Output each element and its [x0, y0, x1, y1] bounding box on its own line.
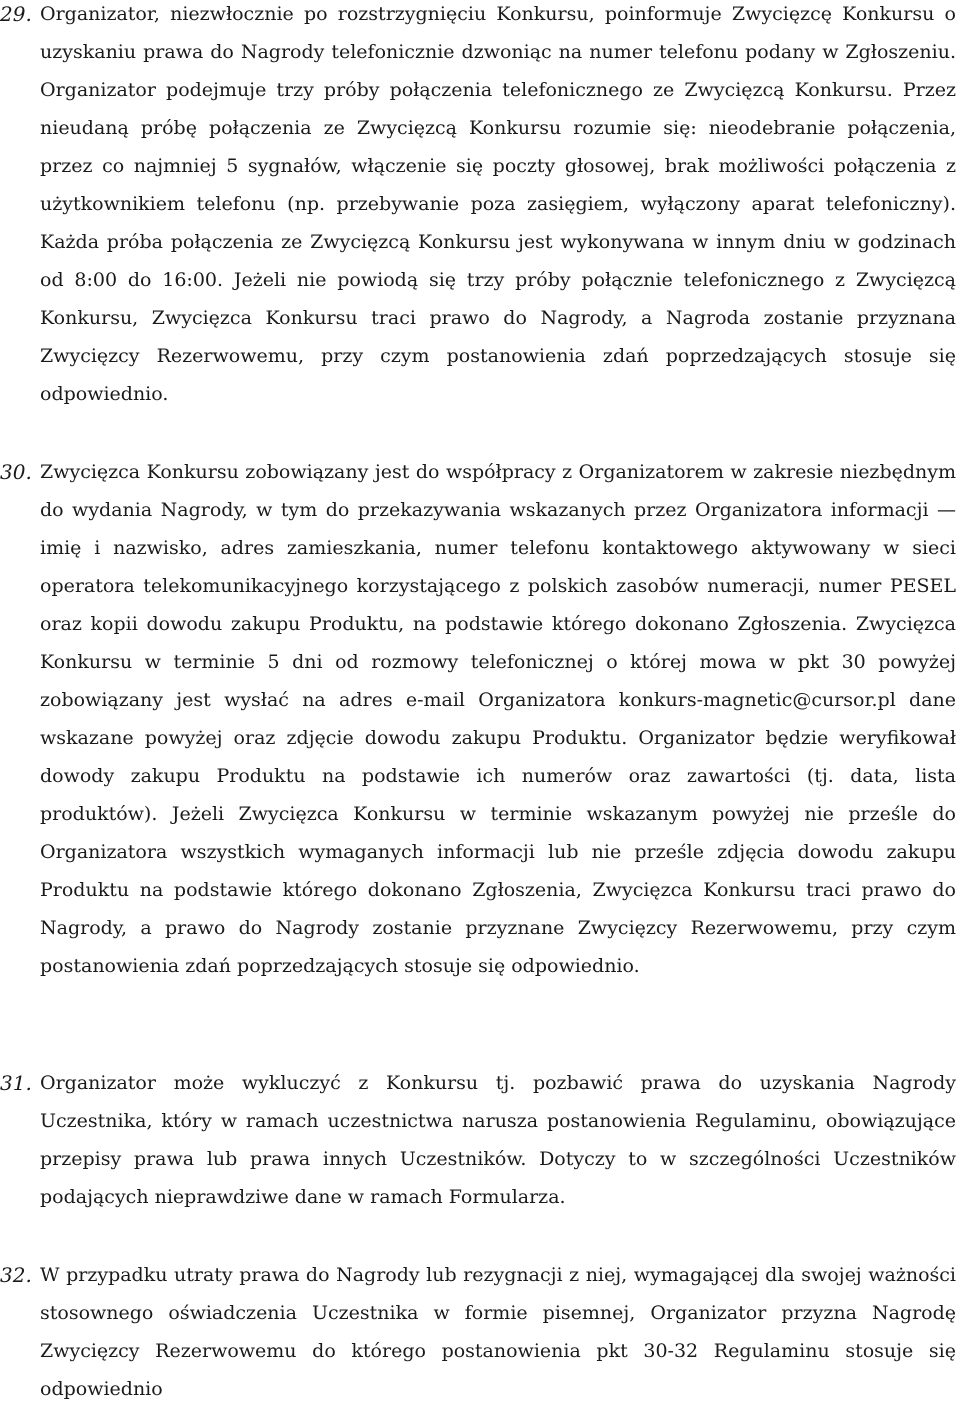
clause-text: Organizator może wykluczyć z Konkursu tj. pozbawić prawa do uzyskania Nagrody Uczestnika, który w ramach uczestnictwa narusza postanowienia Regulaminu, obowiązujące przepisy prawa lub prawa innych Uczestników. Dotyczy to w szczególności Uczestników podających nieprawdziwe dane w ramach Formularza.	[40, 1072, 956, 1208]
clause-number: 32.	[0, 1263, 32, 1287]
clause-number: 29.	[0, 2, 32, 26]
clause-text: Zwycięzca Konkursu zobowiązany jest do współpracy z Organizatorem w zakresie niezbędnym do wydania Nagrody, w tym do przekazywania wskazanych przez Organizatora informacji — imię i nazwisko, adres zamieszkania, numer telefonu kontaktowego aktywowany w sieci operatora telekomunikacyjnego korzystającego z polskich zasobów numeracji, numer PESEL oraz kopii dowodu zakupu Produktu, na podstawie którego dokonano Zgłoszenia. Zwycięzca Konkursu w terminie 5 dni od rozmowy telefonicznej o której mowa w pkt 30 powyżej zobowiązany jest wysłać na adres e-mail Organizatora konkurs-magnetic@cursor.pl dane wskazane powyżej oraz zdjęcie dowodu zakupu Produktu. Organizator będzie weryfikował dowody zakupu Produktu na podstawie ich numerów oraz zawartości (tj. data, lista produktów). Jeżeli Zwycięzca Konkursu w terminie wskazanym powyżej nie prześle do Organizatora wszystkich wymaganych informacji lub nie prześle zdjęcia dowodu zakupu Produktu na podstawie którego dokonano Zgłoszenia, Zwycięzca Konkursu traci prawo do Nagrody, a prawo do Nagrody zostanie przyznane Zwycięzcy Rezerwowemu, przy czym postanowienia zdań poprzedzających stosuje się odpowiednio.	[40, 461, 956, 977]
clause-number: 31.	[0, 1071, 32, 1095]
clause-31	[0, 1064, 960, 1216]
clause-32	[0, 1256, 960, 1408]
clause-number: 30.	[0, 460, 32, 484]
clause-text: W przypadku utraty prawa do Nagrody lub rezygnacji z niej, wymagającej dla swojej ważności stosownego oświadczenia Uczestnika w formie pisemnej, Organizator przyzna Nagrodę Zwycięzcy Rezerwowemu do którego postanowienia pkt 30-32 Regulaminu stosuje się odpowiednio	[40, 1264, 956, 1400]
clause-29	[0, 0, 960, 413]
clause-text: Organizator, niezwłocznie po rozstrzygnięciu Konkursu, poinformuje Zwycięzcę Konkursu o uzyskaniu prawa do Nagrody telefonicznie dzwoniąc na numer telefonu podany w Zgłoszeniu. Organizator podejmuje trzy próby połączenia telefonicznego ze Zwycięzcą Konkursu. Przez nieudaną próbę połączenia ze Zwycięzcą Konkursu rozumie się: nieodebranie połączenia, przez co najmniej 5 sygnałów, włączenie się poczty głosowej, brak możliwości połączenia z użytkownikiem telefonu (np. przebywanie poza zasięgiem, wyłączony aparat telefoniczny). Każda próba połączenia ze Zwycięzcą Konkursu jest wykonywana w innym dniu w godzinach od 8:00 do 16:00. Jeżeli nie powiodą się trzy próby połącznie telefonicznego z Zwycięzcą Konkursu, Zwycięzca Konkursu traci prawo do Nagrody, a Nagroda zostanie przyznana Zwycięzcy Rezerwowemu, przy czym postanowienia zdań poprzedzających stosuje się odpowiednio.	[40, 3, 956, 405]
clause-30	[0, 453, 960, 985]
